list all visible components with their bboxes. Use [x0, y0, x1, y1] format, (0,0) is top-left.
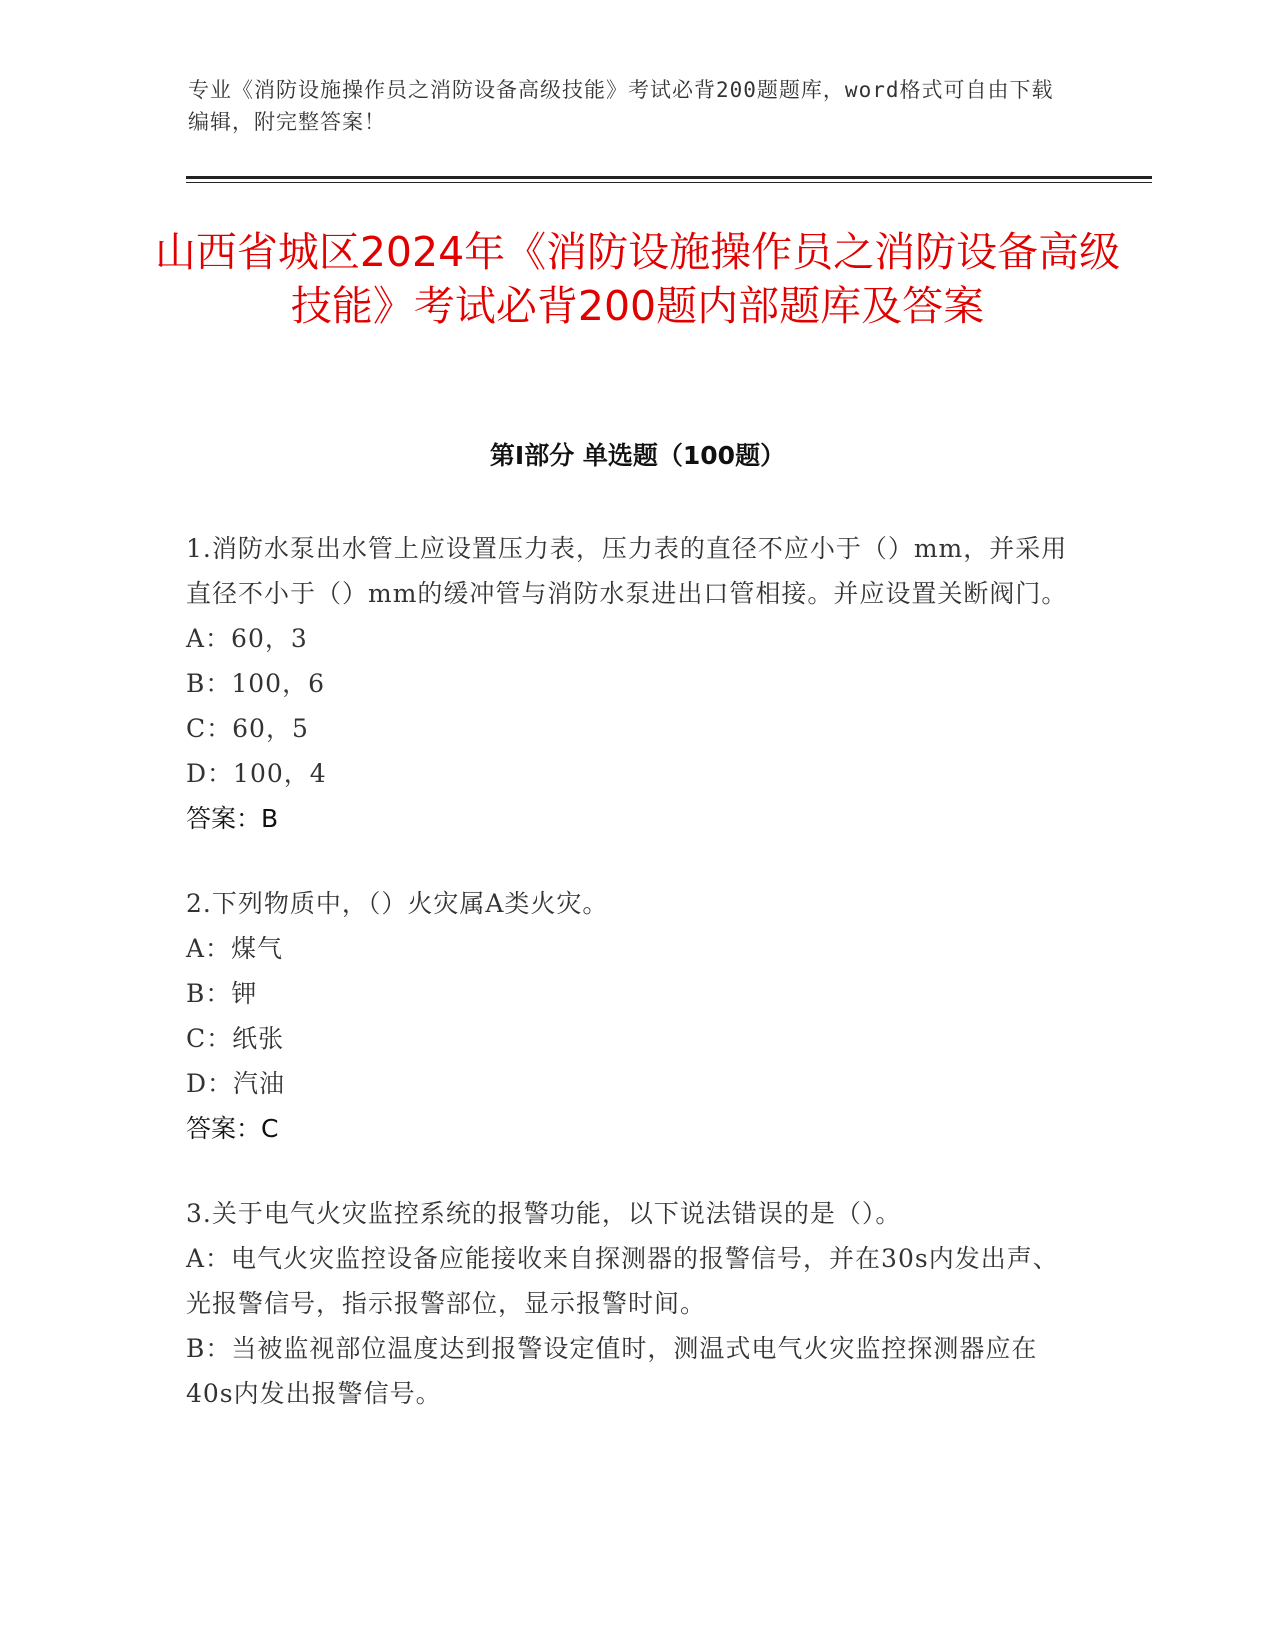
option-a: A：60，3	[186, 624, 308, 653]
question-stem: 2.下列物质中，（）火灾属A类火灾。	[186, 889, 609, 918]
option-b: B：100，6	[186, 669, 325, 698]
option-c: C：纸张	[186, 1024, 285, 1053]
header-note: 专业《消防设施操作员之消防设备高级技能》考试必背200题题库，word格式可自由下载编辑，附完整答案！	[188, 78, 1054, 134]
option-a: A：电气火灾监控设备应能接收来自探测器的报警信号，并在30s内发出声、光报警信号，指示报警部位，显示报警时间。	[186, 1244, 1059, 1318]
question-2	[186, 881, 1076, 1151]
header-divider-thin	[186, 182, 1152, 183]
question-1	[186, 526, 1076, 841]
header-divider-thick	[186, 176, 1152, 179]
option-d: D：汽油	[186, 1069, 286, 1098]
question-stem: 3.关于电气火灾监控系统的报警功能，以下说法错误的是（）。	[186, 1199, 902, 1228]
option-b: B：钾	[186, 979, 258, 1008]
document-title: 山西省城区2024年《消防设施操作员之消防设备高级技能》考试必背200题内部题库及答案	[154, 228, 1121, 330]
question-list	[186, 526, 1076, 1456]
option-d: D：100，4	[186, 759, 327, 788]
answer: 答案：B	[186, 804, 279, 833]
option-b: B：当被监视部位温度达到报警设定值时，测温式电气火灾监控探测器应在40s内发出报警信号。	[186, 1334, 1038, 1408]
answer: 答案：C	[186, 1114, 279, 1143]
option-a: A：煤气	[186, 934, 284, 963]
option-c: C：60，5	[186, 714, 309, 743]
section-heading: 第I部分 单选题（100题）	[489, 441, 786, 470]
question-3	[186, 1191, 1076, 1416]
question-stem: 1.消防水泵出水管上应设置压力表，压力表的直径不应小于（）mm，并采用直径不小于（）mm的缓冲管与消防水泵进出口管相接。并应设置关断阀门。	[186, 534, 1068, 608]
